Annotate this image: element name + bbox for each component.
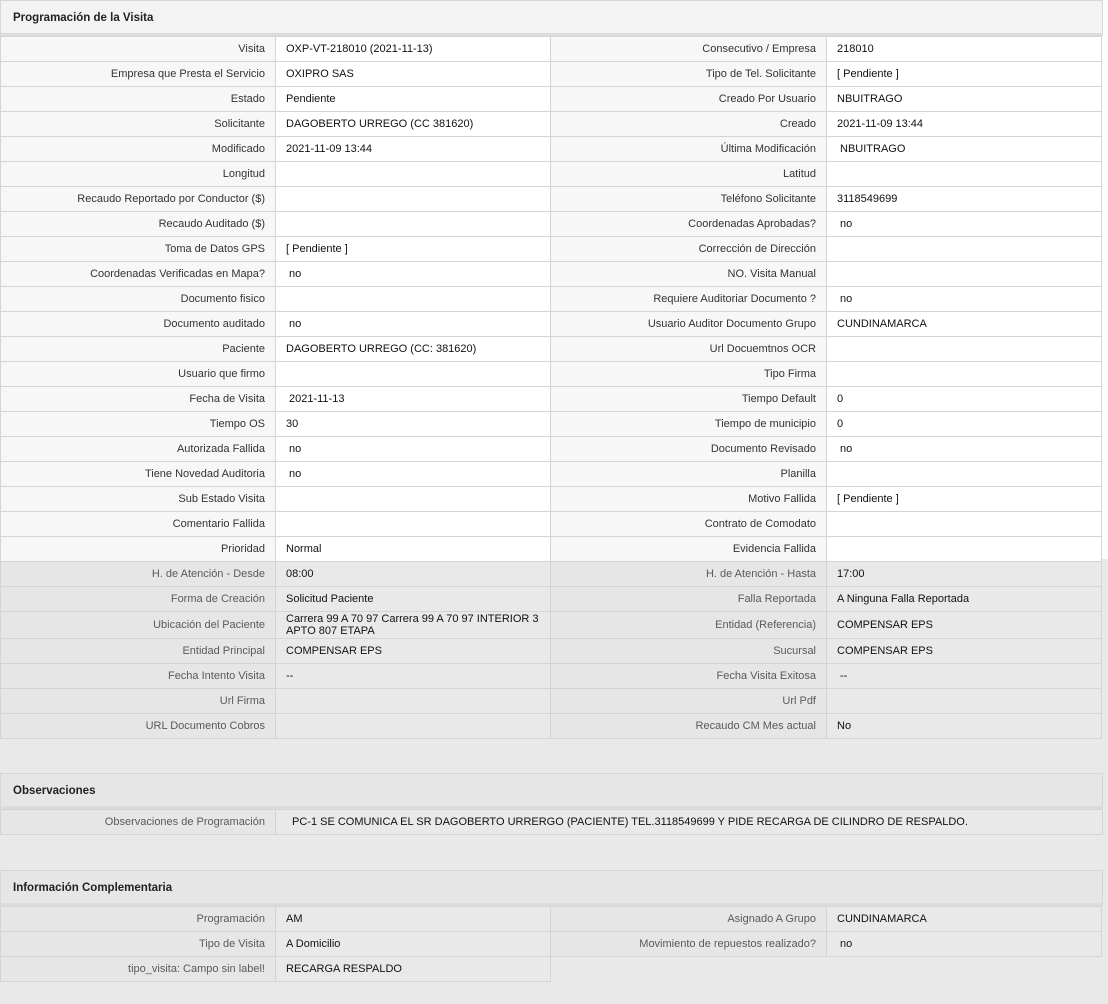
table-row (0, 111, 1103, 136)
field-label: Corrección de Dirección (550, 236, 827, 262)
field-label: Latitud (550, 161, 827, 187)
table-row (0, 809, 1103, 834)
field-value: 2021-11-13 (275, 386, 551, 412)
table-row (0, 931, 1103, 956)
field-label: Tiempo de municipio (550, 411, 827, 437)
field-value: 2021-11-09 13:44 (826, 111, 1102, 137)
table-row (0, 663, 1103, 688)
field-label: Empresa que Presta el Servicio (0, 61, 276, 87)
field-value (275, 211, 551, 237)
field-value (275, 713, 551, 739)
field-label: Usuario que firmo (0, 361, 276, 387)
field-value: NBUITRAGO (826, 86, 1102, 112)
table-row (0, 161, 1103, 186)
section-title-complementaria: Información Complementaria (0, 870, 1103, 906)
field-label: Fecha Visita Exitosa (550, 663, 827, 689)
field-value: 17:00 (826, 561, 1102, 587)
table-row (0, 611, 1103, 638)
field-label: Longitud (0, 161, 276, 187)
table-row (0, 86, 1103, 111)
field-value: 3118549699 (826, 186, 1102, 212)
table-row (0, 956, 1103, 981)
field-value: 30 (275, 411, 551, 437)
field-label: Sucursal (550, 638, 827, 664)
field-label: Coordenadas Verificadas en Mapa? (0, 261, 276, 287)
field-label: Fecha Intento Visita (0, 663, 276, 689)
field-value: no (826, 286, 1102, 312)
field-value (275, 161, 551, 187)
table-row (0, 386, 1103, 411)
field-label: Ubicación del Paciente (0, 611, 276, 639)
section-title-programacion: Programación de la Visita (0, 0, 1103, 36)
field-value: A Domicilio (275, 931, 551, 957)
field-label: Documento Revisado (550, 436, 827, 462)
field-label: Estado (0, 86, 276, 112)
table-row (0, 638, 1103, 663)
field-label: Fecha de Visita (0, 386, 276, 412)
table-row (0, 511, 1103, 536)
field-label: Contrato de Comodato (550, 511, 827, 537)
table-row (0, 61, 1103, 86)
table-row (0, 411, 1103, 436)
table-row (0, 236, 1103, 261)
field-label: Sub Estado Visita (0, 486, 276, 512)
table-row (0, 36, 1103, 61)
field-label: Evidencia Fallida (550, 536, 827, 562)
field-value (275, 361, 551, 387)
field-value: DAGOBERTO URREGO (CC: 381620) (275, 336, 551, 362)
complementaria-section (0, 870, 1103, 981)
field-label: Teléfono Solicitante (550, 186, 827, 212)
field-value: [ Pendiente ] (275, 236, 551, 262)
field-value: OXIPRO SAS (275, 61, 551, 87)
table-row (0, 906, 1103, 931)
field-value: no (275, 261, 551, 287)
field-label: Usuario Auditor Documento Grupo (550, 311, 827, 337)
field-value: COMPENSAR EPS (275, 638, 551, 664)
table-row (0, 286, 1103, 311)
field-value (826, 261, 1102, 287)
field-value: 218010 (826, 36, 1102, 62)
observaciones-value: PC-1 SE COMUNICA EL SR DAGOBERTO URRERGO (PACIENTE) TEL.3118549699 Y PIDE RECARGA DE CILINDRO DE RESPALDO. (275, 809, 1103, 835)
table-row (0, 336, 1103, 361)
field-label: tipo_visita: Campo sin label! (0, 956, 276, 982)
field-label: Tiene Novedad Auditoria (0, 461, 276, 487)
field-label: Entidad Principal (0, 638, 276, 664)
field-label: Solicitante (0, 111, 276, 137)
table-row (0, 486, 1103, 511)
field-value (275, 286, 551, 312)
field-label: Programación (0, 906, 276, 932)
field-value (826, 236, 1102, 262)
field-label: Recaudo CM Mes actual (550, 713, 827, 739)
field-label: Requiere Auditoriar Documento ? (550, 286, 827, 312)
table-row (0, 688, 1103, 713)
field-value: no (275, 436, 551, 462)
field-value: CUNDINAMARCA (826, 311, 1102, 337)
table-row (0, 136, 1103, 161)
field-label: Motivo Fallida (550, 486, 827, 512)
field-label: Consecutivo / Empresa (550, 36, 827, 62)
field-value: no (275, 461, 551, 487)
field-label: Planilla (550, 461, 827, 487)
field-value: no (826, 436, 1102, 462)
table-row (0, 561, 1103, 586)
field-label: H. de Atención - Hasta (550, 561, 827, 587)
field-label: Creado (550, 111, 827, 137)
field-label: NO. Visita Manual (550, 261, 827, 287)
field-label: Entidad (Referencia) (550, 611, 827, 639)
field-value: 2021-11-09 13:44 (275, 136, 551, 162)
table-row (0, 361, 1103, 386)
table-row (0, 436, 1103, 461)
field-value: DAGOBERTO URREGO (CC 381620) (275, 111, 551, 137)
table-row (0, 536, 1103, 561)
field-label: H. de Atención - Desde (0, 561, 276, 587)
field-label: Autorizada Fallida (0, 436, 276, 462)
field-value: 0 (826, 386, 1102, 412)
field-label: Observaciones de Programación (0, 809, 276, 835)
field-value: 08:00 (275, 561, 551, 587)
field-label: Url Pdf (550, 688, 827, 714)
field-value: A Ninguna Falla Reportada (826, 586, 1102, 612)
field-value: -- (826, 663, 1102, 689)
programacion-table (0, 36, 1103, 738)
field-value: Carrera 99 A 70 97 Carrera 99 A 70 97 INTERIOR 3 APTO 807 ETAPA (275, 611, 551, 639)
field-value: COMPENSAR EPS (826, 638, 1102, 664)
table-row (0, 461, 1103, 486)
field-label: Url Docuemtnos OCR (550, 336, 827, 362)
field-label: Modificado (0, 136, 276, 162)
field-label: Documento fisico (0, 286, 276, 312)
field-label: Última Modificación (550, 136, 827, 162)
table-row (0, 211, 1103, 236)
field-value (826, 688, 1102, 714)
field-label: Movimiento de repuestos realizado? (550, 931, 827, 957)
field-value: OXP-VT-218010 (2021-11-13) (275, 36, 551, 62)
field-label: Tipo de Visita (0, 931, 276, 957)
field-label: Recaudo Reportado por Conductor ($) (0, 186, 276, 212)
field-label: Recaudo Auditado ($) (0, 211, 276, 237)
observaciones-section (0, 773, 1103, 834)
field-label: Tiempo OS (0, 411, 276, 437)
field-label: Documento auditado (0, 311, 276, 337)
table-row (0, 186, 1103, 211)
field-value (275, 688, 551, 714)
field-value: Solicitud Paciente (275, 586, 551, 612)
field-value: no (826, 211, 1102, 237)
section-title-observaciones: Observaciones (0, 773, 1103, 809)
field-value: 0 (826, 411, 1102, 437)
field-value: AM (275, 906, 551, 932)
field-value: NBUITRAGO (826, 136, 1102, 162)
field-label: Forma de Creación (0, 586, 276, 612)
field-value (275, 486, 551, 512)
field-value: Pendiente (275, 86, 551, 112)
field-label: Paciente (0, 336, 276, 362)
field-label: URL Documento Cobros (0, 713, 276, 739)
field-label: Comentario Fallida (0, 511, 276, 537)
table-row (0, 713, 1103, 738)
field-value: [ Pendiente ] (826, 486, 1102, 512)
field-label: Falla Reportada (550, 586, 827, 612)
field-value (826, 536, 1102, 562)
field-value: no (826, 931, 1102, 957)
field-label: Tiempo Default (550, 386, 827, 412)
field-value (826, 511, 1102, 537)
field-label: Tipo Firma (550, 361, 827, 387)
field-value: No (826, 713, 1102, 739)
field-value (826, 461, 1102, 487)
field-label: Toma de Datos GPS (0, 236, 276, 262)
field-value: [ Pendiente ] (826, 61, 1102, 87)
table-row (0, 311, 1103, 336)
field-value (826, 336, 1102, 362)
field-value (275, 186, 551, 212)
field-value: Normal (275, 536, 551, 562)
field-value: CUNDINAMARCA (826, 906, 1102, 932)
field-label: Creado Por Usuario (550, 86, 827, 112)
table-row (0, 586, 1103, 611)
field-label: Visita (0, 36, 276, 62)
field-label: Coordenadas Aprobadas? (550, 211, 827, 237)
field-label: Asignado A Grupo (550, 906, 827, 932)
field-value (826, 361, 1102, 387)
field-value: -- (275, 663, 551, 689)
field-value: RECARGA RESPALDO (275, 956, 551, 982)
field-label: Url Firma (0, 688, 276, 714)
field-value (826, 161, 1102, 187)
field-value: COMPENSAR EPS (826, 611, 1102, 639)
field-label: Prioridad (0, 536, 276, 562)
field-value: no (275, 311, 551, 337)
field-label: Tipo de Tel. Solicitante (550, 61, 827, 87)
field-value (275, 511, 551, 537)
table-row (0, 261, 1103, 286)
